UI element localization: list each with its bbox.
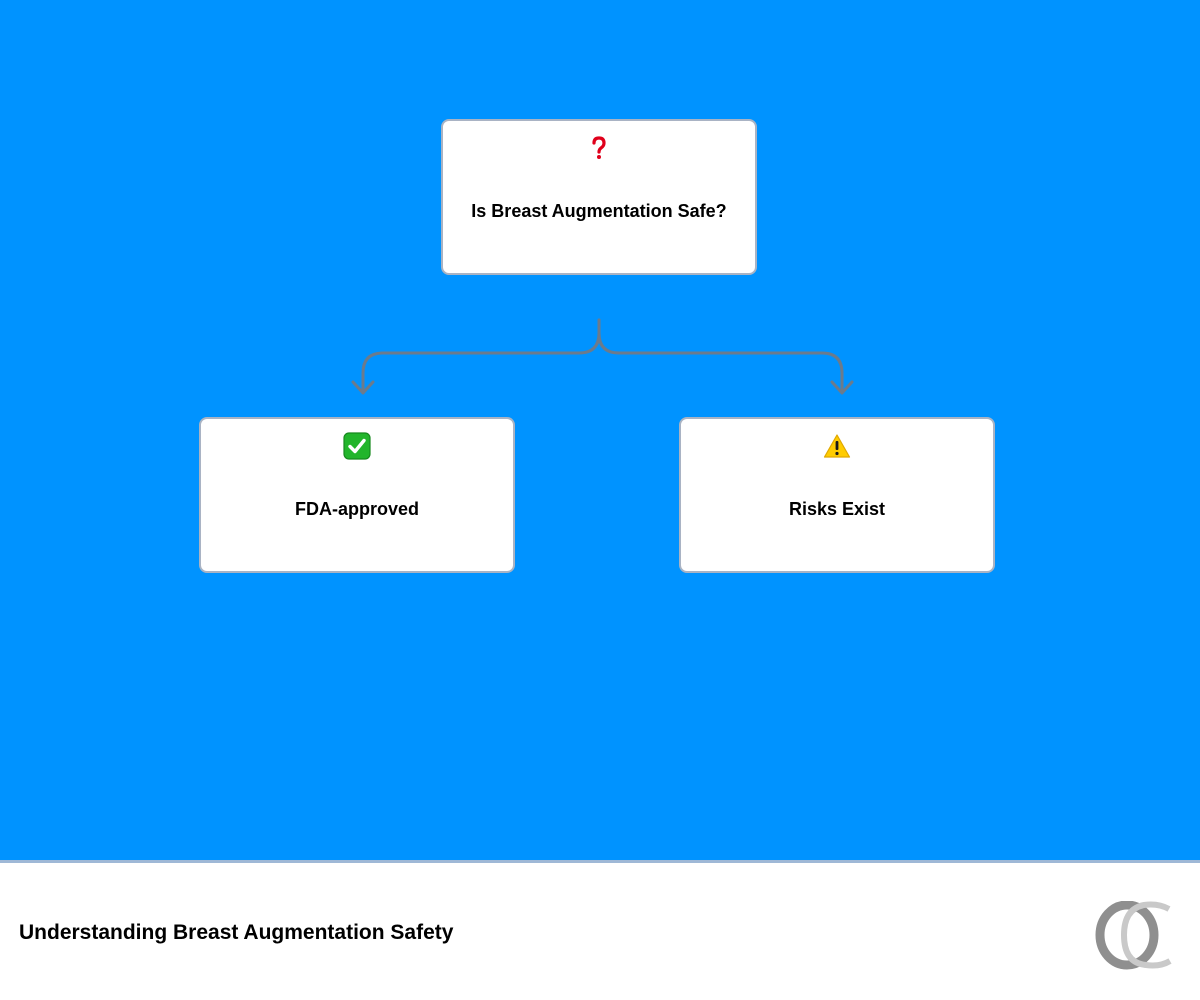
node-risks-exist: [679, 417, 995, 573]
node-question: [441, 119, 757, 275]
connector-right: [599, 320, 842, 392]
oc-logo: [1094, 901, 1174, 978]
check-mark-icon: [201, 431, 513, 461]
node-label: Risks Exist: [788, 499, 886, 519]
node-fda-approved: [199, 417, 515, 573]
warning-icon: [681, 431, 993, 461]
footer-title: Understanding Breast Augmentation Safety: [19, 921, 454, 944]
node-label: FDA-approved: [294, 499, 419, 519]
connector-left: [363, 320, 599, 392]
node-label: Is Breast Augmentation Safe?: [471, 201, 727, 221]
question-mark-icon: [443, 133, 755, 163]
footer: [0, 860, 1200, 1000]
